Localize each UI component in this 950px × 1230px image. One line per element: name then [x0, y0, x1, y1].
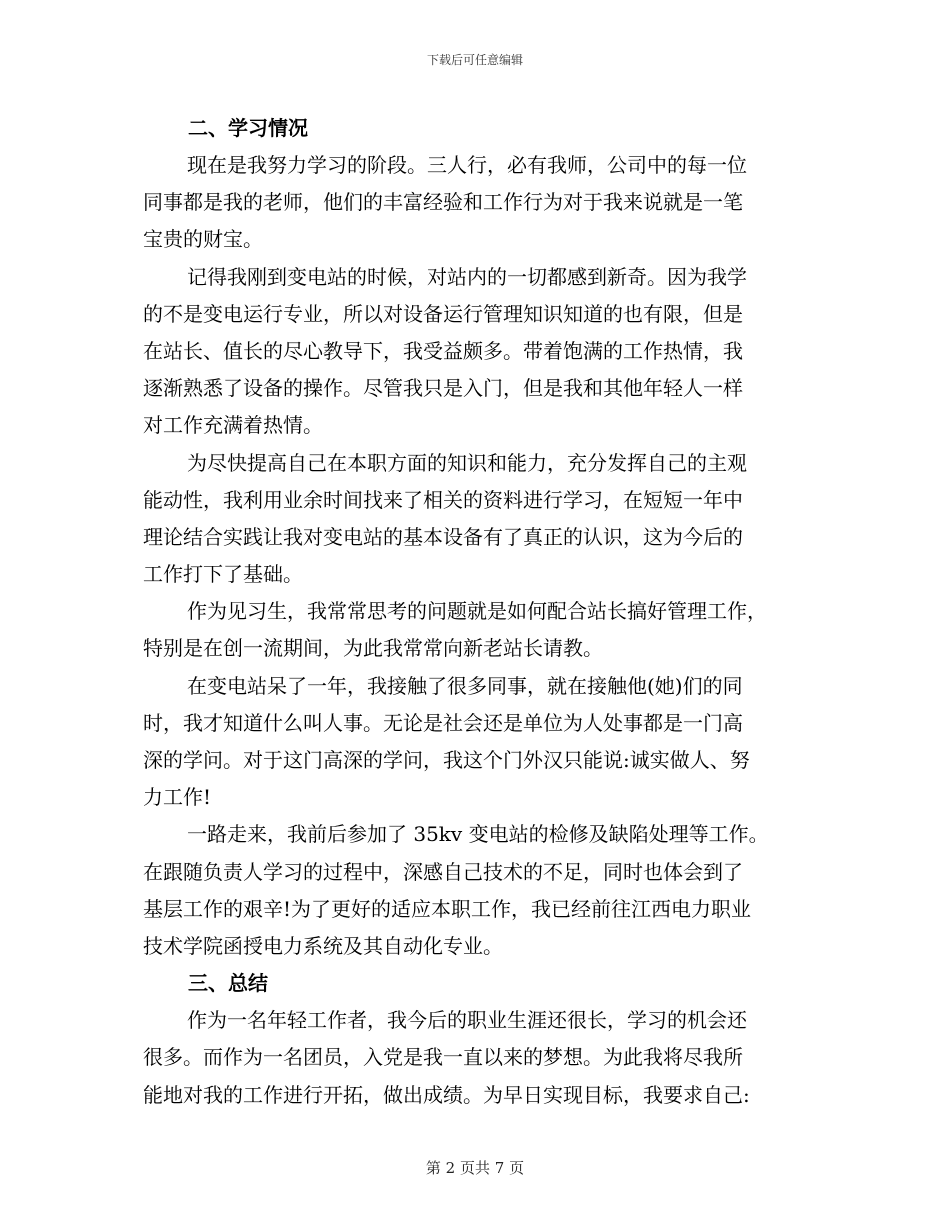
paragraph-line: 基层工作的艰辛!为了更好的适应本职工作，我已经前往江西电力职业 [143, 896, 752, 921]
page-header: 下载后可任意编辑 [426, 53, 523, 67]
paragraph-line: 深的学问。对于这门高深的学问，我这个门外汉只能说:诚实做人、努 [143, 748, 750, 772]
paragraph [143, 1002, 803, 1114]
paragraph-line: 理论结合实践让我对变电站的基本设备有了真正的认识，这为今后的 [143, 524, 743, 549]
paragraph-line: 特别是在创一流期间，为此我常常向新老站长请教。 [143, 636, 603, 661]
paragraph-line: 宝贵的财宝。 [143, 227, 263, 252]
paragraph-line: 能动性，我利用业余时间找来了相关的资料进行学习，在短短一年中 [143, 487, 743, 512]
paragraph-line: 作为见习生，我常常思考的问题就是如何配合站长搞好管理工作， [187, 599, 767, 624]
paragraph-line: 在站长、值长的尽心教导下，我受益颇多。带着饱满的工作热情，我 [143, 338, 743, 363]
paragraph [143, 147, 803, 259]
paragraph-line: 一路走来，我前后参加了 35kv 变电站的检修及缺陷处理等工作。 [187, 822, 769, 847]
paragraph-line: 作为一名年轻工作者，我今后的职业生涯还很长，学习的机会还 [187, 1008, 747, 1033]
page-footer: 第 2 页共 7 页 [425, 1159, 525, 1177]
section-heading: 三、总结 [188, 971, 268, 996]
paragraph-line: 对工作充满着热情。 [143, 413, 323, 438]
paragraph-line: 同事都是我的老师，他们的丰富经验和工作行为对于我来说就是一笔 [143, 190, 743, 215]
section-heading: 二、学习情况 [188, 116, 308, 140]
paragraph-line: 在跟随负责人学习的过程中，深感自己技术的不足，同时也体会到了 [143, 859, 743, 884]
paragraph-line: 技术学院函授电力系统及其自动化专业。 [143, 933, 503, 958]
paragraph-line: 现在是我努力学习的阶段。三人行，必有我师，公司中的每一位 [187, 153, 747, 177]
paragraph-line: 时，我才知道什么叫人事。无论是社会还是单位为人处事都是一门高 [143, 710, 743, 735]
paragraph-line: 工作打下了基础。 [143, 562, 303, 587]
paragraph-line: 很多。而作为一名团员，入党是我一直以来的梦想。为此我将尽我所 [143, 1045, 743, 1070]
paragraph [143, 445, 803, 594]
paragraph-line: 在变电站呆了一年，我接触了很多同事，就在接触他(她)们的同 [187, 673, 743, 698]
paragraph [143, 668, 803, 817]
paragraph-line: 逐渐熟悉了设备的操作。尽管我只是入门，但是我和其他年轻人一样 [143, 376, 743, 401]
paragraph [143, 259, 803, 445]
paragraph-line: 能地对我的工作进行开拓，做出成绩。为早日实现目标，我要求自己: [143, 1082, 750, 1107]
paragraph [143, 593, 803, 667]
paragraph-line: 为尽快提高自己在本职方面的知识和能力，充分发挥自己的主观 [187, 450, 747, 475]
paragraph-line: 记得我刚到变电站的时候，对站内的一切都感到新奇。因为我学 [187, 264, 747, 289]
document-body [143, 110, 803, 1114]
paragraph-line: 力工作! [143, 785, 212, 810]
paragraph-line: 的不是变电运行专业，所以对设备运行管理知识知道的也有限，但是 [143, 301, 743, 326]
paragraph [143, 816, 803, 965]
